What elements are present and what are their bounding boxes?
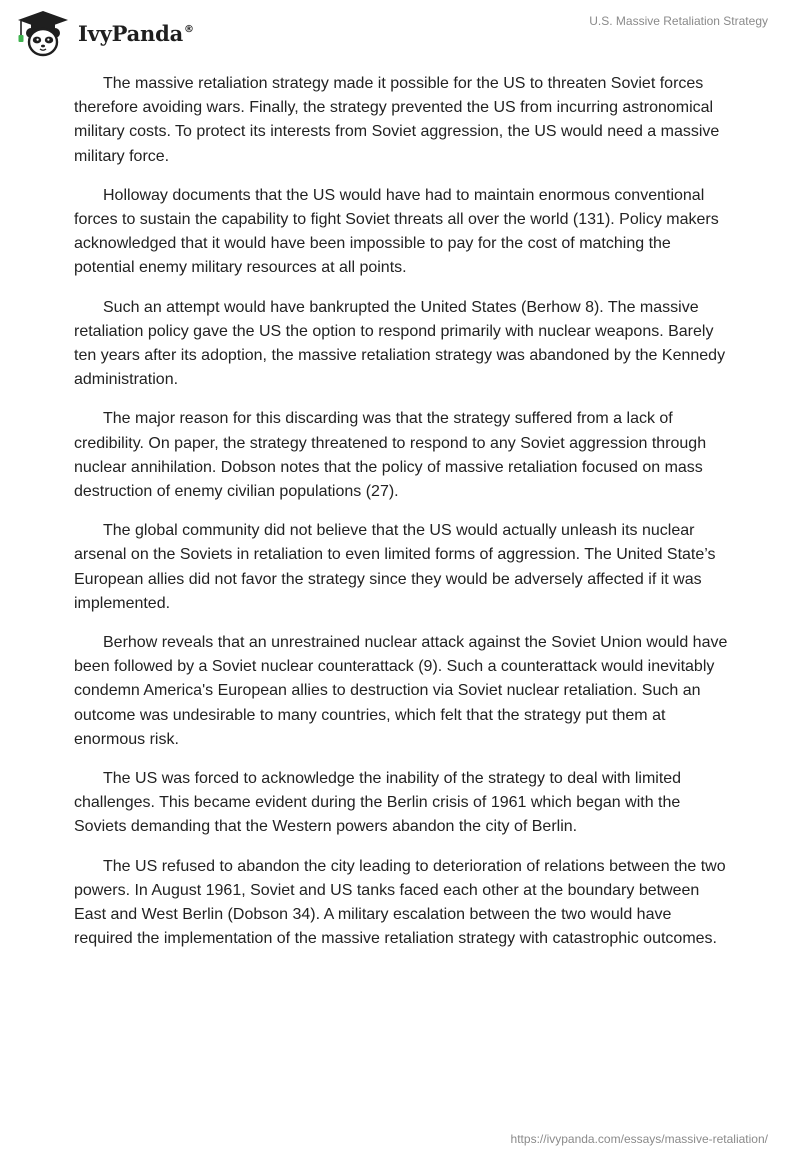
paragraph: Such an attempt would have bankrupted the United States (Berhow 8). The massive retaliation policy gave the US the option to respond primarily with nuclear weapons. Barely ten years after its adoption, the massive retaliation strategy was abandoned by the Kennedy administration.	[74, 298, 726, 389]
paragraph: Holloway documents that the US would have had to maintain enormous conventional forces to sustain the capability to fight Soviet threats all over the world (131). Policy makers acknowledged that it would have been impossible to pay for the cost of matching the potential enemy military resources at all points.	[74, 186, 719, 277]
paragraph: The massive retaliation strategy made it possible for the US to threaten Soviet forces therefore avoiding wars. Finally, the strategy prevented the US from incurring astronomical military costs. To protect its interests from Soviet aggression, the US would need a massive military force.	[74, 75, 720, 165]
page-header	[0, 0, 800, 66]
paragraph: Berhow reveals that an unrestrained nuclear attack against the Soviet Union would have been followed by a Soviet nuclear counterattack (9). Such a counterattack would inevitably condemn America's European allies to destruction via Soviet nuclear retaliation. Such an outcome was undesirable to many countries, which felt that the strategy put them at enormous risk.	[74, 634, 728, 748]
brand-name-text: IvyPanda	[78, 20, 184, 46]
paragraph: The US was forced to acknowledge the inability of the strategy to deal with limited challenges. This became evident during the Berlin crisis of 1961 which began with the Soviets demanding that the Western powers abandon the city of Berlin.	[74, 770, 682, 836]
panda-graduation-cap-icon	[14, 8, 72, 58]
ivypanda-logo[interactable]	[14, 8, 194, 58]
essay-body	[74, 72, 728, 967]
paragraph: The US refused to abandon the city leading to deterioration of relations between the two powers. In August 1961, Soviet and US tanks faced each other at the boundary between East and West Berlin (Dobson 34). A military escalation between the two would have required the implementation of the massive retaliation strategy with catastrophic outcomes.	[74, 857, 726, 948]
paragraph: The major reason for this discarding was that the strategy suffered from a lack of credibility. On paper, the strategy threatened to respond to any Soviet aggression through nuclear annihilation. Dobson notes that the policy of massive retaliation focused on mass destruction of enemy civilian populations (27).	[74, 410, 707, 501]
brand-name	[78, 21, 194, 46]
source-url[interactable]: https://ivypanda.com/essays/massive-retaliation/	[510, 1132, 768, 1146]
paragraph: The global community did not believe that the US would actually unleash its nuclear arsenal on the Soviets in retaliation to even limited forms of aggression. The United State’s European allies did not favor the strategy since they would be adversely affected if it was implemented.	[74, 522, 716, 612]
document-title: U.S. Massive Retaliation Strategy	[589, 14, 768, 28]
registered-mark: ®	[184, 23, 194, 35]
